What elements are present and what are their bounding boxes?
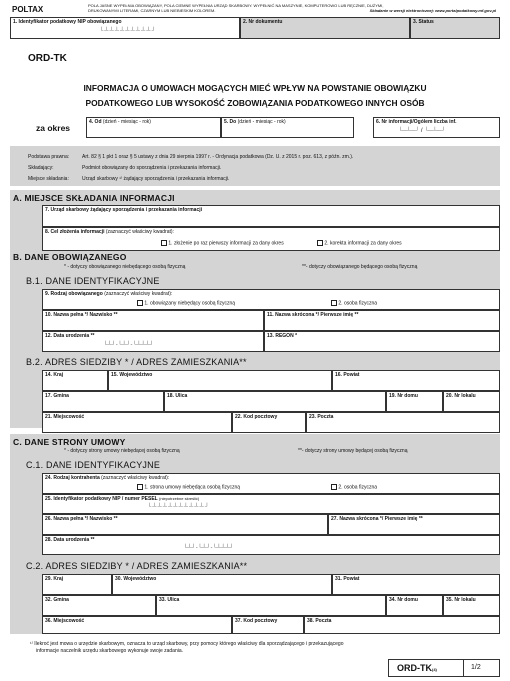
obligor-regon-field[interactable]: 13. REGON * (264, 331, 500, 352)
obligor-short-name-field[interactable]: 11. Nazwa skrócona */ Pierwsze imię ** (264, 310, 500, 331)
period-from-field[interactable]: 4. Od (dzień - miesiąc - rok) (86, 117, 221, 138)
publisher: POLTAX (12, 5, 44, 14)
counterparty-street-field[interactable]: 33. Ulica (156, 595, 386, 616)
section-b-note-left: * - dotyczy obowiązanego niebędącego osobą fizyczną (64, 264, 186, 270)
legal-labels: Podstawa prawna: Składający: Miejsce składania: (28, 154, 70, 182)
purpose-field: 8. Cel złożenia informacji (zaznaczyć właściwy kwadrat): 1. złożenie po raz pierwszy informacji za dany okres 2. korekta informacji za dany okres (42, 227, 500, 251)
section-c-note-left: * - dotyczy strony umowy niebędącej osobą fizyczną (64, 448, 180, 454)
counterparty-voivodeship-field[interactable]: 30. Województwo (112, 574, 332, 595)
obligor-commune-field[interactable]: 17. Gmina (42, 391, 164, 412)
obligor-postal-code-field[interactable]: 22. Kod pocztowy (232, 412, 306, 433)
counterparty-birth-date-field[interactable]: 28. Data urodzenia ** └┴┘-└┴┘-└┴┴┴┘ (42, 535, 500, 555)
instructions: POLA JASNE WYPEŁNIA OBOWIĄZANY, POLA CIEMNE WYPEŁNIA URZĄD SKARBOWY. WYPEŁNIĆ NA MASZYNIE, KOMPUTEROWO LUB RĘCZNIE, DUŻYMI, DRUKOWANYMI LITERAMI, CZARNYM LUB NIEBIESKIM KOLOREM. Składanie w wersji elektronicznej: www.portalpodatkowy.mf.gov.pl (88, 3, 496, 13)
counterparty-postal-code-field[interactable]: 37. Kod pocztowy (232, 616, 304, 634)
obligor-street-field[interactable]: 18. Ulica (164, 391, 386, 412)
counterparty-id-comb: └┴┴┴┴┴┴┴┴┴┴┘ (147, 504, 211, 510)
obligor-country-field[interactable]: 14. Kraj (42, 370, 108, 391)
counterparty-county-field[interactable]: 31. Powiat (332, 574, 500, 595)
obligor-full-name-field[interactable]: 10. Nazwa pełna */ Nazwisko ** (42, 310, 264, 331)
counterparty-house-number-field[interactable]: 34. Nr domu (386, 595, 443, 616)
obligor-type-2-checkbox[interactable] (331, 300, 337, 306)
form-title: INFORMACJA O UMOWACH MOGĄCYCH MIEĆ WPŁYW NA POWSTANIE OBOWIĄZKU PODATKOWEGO LUB WYSOKOŚĆ ZOBOWIĄZANIA PODATKOWEGO INNYCH OSÓB (83, 83, 427, 108)
nip-field[interactable]: 1. Identyfikator podatkowy NIP obowiązanego └┴┴┴┴┴┴┴┴┴┘ (10, 17, 240, 39)
obligor-type-field: 9. Rodzaj obowiązanego (zaznaczyć właściwy kwadrat): 1. obowiązany niebędący osobą fizyczną 2. osoba fizyczna (42, 289, 500, 310)
obligor-type-1-checkbox[interactable] (137, 300, 143, 306)
info-number-field[interactable]: 6. Nr informacji/Ogólem liczba inf. └─┴─┘ / └─┴─┘ (373, 117, 500, 138)
period-to-field[interactable]: 5. Do (dzień - miesiąc - rok) (221, 117, 354, 138)
section-a-title: A. MIEJSCE SKŁADANIA INFORMACJI (13, 193, 175, 203)
counterparty-city-field[interactable]: 36. Miejscowość (42, 616, 232, 634)
document-number-field: 2. Nr dokumentu (240, 17, 410, 39)
section-b2-title: B.2. ADRES SIEDZIBY * / ADRES ZAMIESZKANIA** (26, 357, 247, 367)
counterparty-type-2-checkbox[interactable] (331, 484, 337, 490)
counterparty-short-name-field[interactable]: 27. Nazwa skrócona */ Pierwsze imię ** (328, 514, 500, 535)
section-b-title: B. DANE OBOWIĄZANEGO (13, 252, 127, 262)
counterparty-full-name-field[interactable]: 26. Nazwa pełna */ Nazwisko ** (42, 514, 328, 535)
obligor-birth-date-field[interactable]: 12. Data urodzenia ** └┴┘-└┴┘-└┴┴┴┘ (42, 331, 264, 352)
form-code-footer: ORD-TK(4) 1/2 (388, 659, 500, 677)
counterparty-birth-date-comb: └┴┘-└┴┘-└┴┴┴┘ (183, 545, 234, 551)
tax-office-field[interactable]: 7. Urząd skarbowy żądający sporządzenia i przekazania informacji (42, 205, 500, 227)
section-b1-title: B.1. DANE IDENTYFIKACYJNE (26, 276, 160, 286)
purpose-option-1-checkbox[interactable] (161, 240, 167, 246)
section-b-note-right: **- dotyczy obowiązanego będącego osobą fizyczną (302, 264, 418, 270)
obligor-voivodeship-field[interactable]: 15. Województwo (108, 370, 332, 391)
info-number-comb: └─┴─┘ / └─┴─┘ (398, 128, 446, 134)
page-number: 1/2 (471, 664, 481, 671)
purpose-option-2-checkbox[interactable] (317, 240, 323, 246)
obligor-post-office-field[interactable]: 23. Poczta (306, 412, 500, 433)
obligor-city-field[interactable]: 21. Miejscowość (42, 412, 232, 433)
counterparty-post-office-field[interactable]: 38. Poczta (304, 616, 500, 634)
counterparty-nip-pesel-field[interactable]: 25. Identyfikator podatkowy NIP / numer PESEL (niepotrzebne skreślić) └┴┴┴┴┴┴┴┴┴┴┘ (42, 494, 500, 514)
counterparty-type-1-checkbox[interactable] (137, 484, 143, 490)
obligor-birth-date-comb: └┴┘-└┴┘-└┴┴┴┘ (103, 342, 154, 348)
obligor-house-number-field[interactable]: 19. Nr domu (386, 391, 443, 412)
section-c-title: C. DANE STRONY UMOWY (13, 437, 126, 447)
nip-comb: └┴┴┴┴┴┴┴┴┴┘ (99, 28, 157, 34)
section-c1-title: C.1. DANE IDENTYFIKACYJNE (26, 460, 161, 470)
legal-texts: Art. 82 § 1 pkt 1 oraz § 5 ustawy z dnia 29 sierpnia 1997 r. - Ordynacja podatkowa (Dz. U. z 2015 r. poz. 613, z późn. zm.). Podmiot obowiązany do sporządzenia i przekazania informacji. Urząd skarbowy ¹⁾ żądający sporządzenia i przekazania informacji. (82, 154, 354, 182)
footnote: ¹⁾ Ilekroć jest mowa o urzędzie skarbowym, oznacza to urząd skarbowy, przy pomocy którego właściwy dla sporządzającego i przekazującego informacje naczelnik urzędu skarbowego wykonuje swoje zadania. (30, 641, 344, 654)
obligor-county-field[interactable]: 16. Powiat (332, 370, 500, 391)
section-c-note-right: **- dotyczy strony umowy będącej osobą fizyczną (298, 448, 408, 454)
counterparty-flat-number-field[interactable]: 35. Nr lokalu (443, 595, 500, 616)
status-field: 3. Status (410, 17, 500, 39)
period-label: za okres (36, 123, 71, 133)
section-c2-title: C.2. ADRES SIEDZIBY * / ADRES ZAMIESZKANIA** (26, 561, 248, 571)
counterparty-commune-field[interactable]: 32. Gmina (42, 595, 156, 616)
form-code: ORD-TK (28, 53, 67, 64)
counterparty-country-field[interactable]: 29. Kraj (42, 574, 112, 595)
obligor-flat-number-field[interactable]: 20. Nr lokalu (443, 391, 500, 412)
counterparty-type-field: 24. Rodzaj kontrahenta (zaznaczyć właściwy kwadrat): 1. strona umowy niebędąca osobą fizyczną 2. osoba fizyczna (42, 473, 500, 494)
